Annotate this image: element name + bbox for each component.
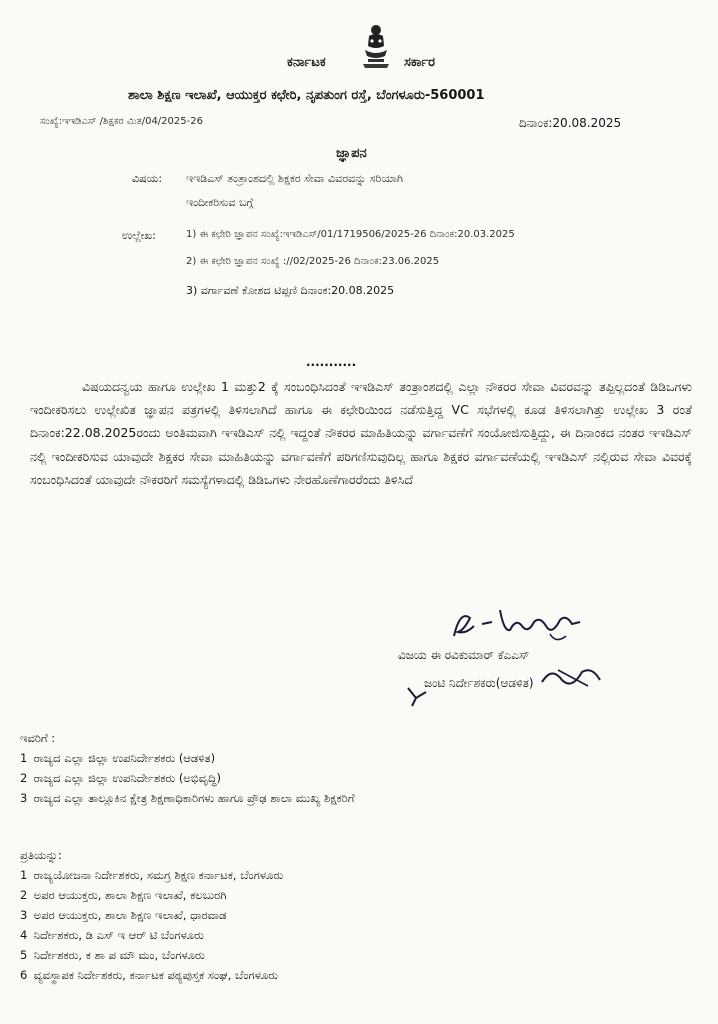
memo-date: ದಿನಾಂಕ:20.08.2025	[519, 116, 622, 130]
list-item: 3 ರಾಜ್ಯದ ಎಲ್ಲಾ ತಾಲ್ಲೂಕಿನ ಕ್ಷೇತ್ರ ಶಿಕ್ಷಣಾಧಿಕಾರಿಗಳು ಹಾಗೂ ಪ್ರೌಢ ಶಾಲಾ ಮುಖ್ಯ ಶಿಕ್ಷಕರಿಗೆ	[20, 791, 355, 805]
signatory-designation: ಜಂಟಿ ನಿರ್ದೇಶಕರು(ಆಡಳಿತ)	[424, 676, 534, 690]
subject-label: ವಿಷಯ:	[132, 172, 163, 185]
reference-item-3: 3) ವರ್ಗಾವಣೆ ಕೋಶದ ಟಿಪ್ಪಣಿ ದಿನಾಂಕ:20.08.2025	[186, 284, 395, 297]
subject-line-1: ಇಇಡಿಎಸ್ ತಂತ್ರಾಂಶದಲ್ಲಿ ಶಿಕ್ಷಕರ ಸೇವಾ ವಿವರವನ್ನು ಸರಿಯಾಗಿ	[186, 172, 404, 185]
memo-title: ಜ್ಞಾಪನ	[336, 146, 367, 161]
separator-dots: ...........	[306, 355, 357, 369]
list-item: 5 ನಿರ್ದೇಶಕರು, ಕ ಶಾ ಪ ಮೌ ಮಂ, ಬೆಂಗಳೂರು	[20, 948, 205, 962]
state-emblem-icon	[359, 22, 393, 74]
reference-item-1: 1) ಈ ಕಛೇರಿ ಜ್ಞಾಪನ ಸಂಖ್ಯೆ:ಇಇಡಿಎಸ್/01/1719506/2025-26 ದಿನಾಂಕ:20.03.2025	[186, 229, 515, 240]
list-item: 1 ರಾಜ್ಯದ ಎಲ್ಲಾ ಜಿಲ್ಲಾ ಉಪನಿರ್ದೇಶಕರು (ಆಡಳಿತ)	[20, 751, 216, 765]
list-item: 2 ಅಪರ ಆಯುಕ್ತರು, ಶಾಲಾ ಶಿಕ್ಷಣ ಇಲಾಖೆ, ಕಲಬುರಗಿ	[20, 888, 227, 902]
copy-list	[20, 845, 700, 985]
list-item: 4 ನಿರ್ದೇಶಕರು, ಡಿ ಎಸ್ ಇ ಆರ್ ಟಿ ಬೆಂಗಳೂರು	[20, 928, 204, 942]
reference-number: ಸಂಖ್ಯೆ:ಇಇಡಿಎಸ್ /ಶಿಕ್ಷಕರ ಮಿತ/04/2025-26	[40, 116, 203, 127]
header-right-title: ಸರ್ಕಾರ	[404, 55, 435, 70]
recipients-label: ಇವರಿಗೆ :	[20, 731, 56, 745]
list-item: 2 ರಾಜ್ಯದ ಎಲ್ಲಾ ಜಿಲ್ಲಾ ಉಪನಿರ್ದೇಶಕರು (ಅಭಿವೃದ್ಧಿ)	[20, 771, 221, 785]
signature-icon	[430, 596, 610, 648]
initial-mark-icon	[402, 684, 432, 708]
copy-label: ಪ್ರತಿಯನ್ನು:	[20, 848, 62, 862]
recipients-list	[20, 728, 700, 808]
list-item: 6 ವ್ಯವಸ್ಥಾಪಕ ನಿರ್ದೇಶಕರು, ಕರ್ನಾಟಕ ಪಠ್ಯಪುಸ್ತಕ ಸಂಘ, ಬೆಂಗಳೂರು	[20, 968, 278, 982]
header-left-title: ಕರ್ನಾಟಕ	[287, 55, 326, 70]
subject-line-2: ಇಂದೀಕರಿಸುವ ಬಗ್ಗೆ	[186, 196, 254, 209]
department-address: ಶಾಲಾ ಶಿಕ್ಷಣ ಇಲಾಖೆ, ಆಯುಕ್ತರ ಕಛೇರಿ, ನೃಪತುಂಗ ರಸ್ತೆ, ಬೆಂಗಳೂರು-560001	[128, 88, 485, 103]
body-paragraph: ವಿಷಯದನ್ವಯ ಹಾಗೂ ಉಲ್ಲೇಖ 1 ಮತ್ತು2 ಕ್ಕೆ ಸಂಬಂಧಿಸಿದಂತೆ ಇಇಡಿಎಸ್ ತಂತ್ರಾಂಶದಲ್ಲಿ ಎಲ್ಲಾ ನೌಕರರ ಸೇವಾ ವಿವರವನ್ನು ತಪ್ಪಿಲ್ಲದಂತೆ ಡಿಡಿಒಗಳು ಇಂದೀಕರಿಸಲು ಉಲ್ಲೇಖಿತ ಜ್ಞಾಪನ ಪತ್ರಗಳಲ್ಲಿ ತಿಳಿಸಲಾಗಿದೆ ಹಾಗೂ ಈ ಕಛೇರಿಯಿಂದ ನಡೆಸುತ್ತಿದ್ದ VC ಸಭೆಗಳಲ್ಲಿ ಕೂಡ ತಿಳಿಸಲಾಗಿತ್ತು ಉಲ್ಲೇಖ 3 ರಂತೆ ದಿನಾಂಕ:22.08.2025ರಂದು ಅಂತಿಮವಾಗಿ ಇಇಡಿಎಸ್ ನಲ್ಲಿ ಇದ್ದಂತೆ ನೌಕರರ ಮಾಹಿತಿಯನ್ನು ವರ್ಗಾವಣೆಗೆ ಸಂಯೋಜಿಸುತ್ತಿದ್ದು, ಈ ದಿನಾಂಕದ ನಂತರ ಇಇಡಿಎಸ್ ನಲ್ಲಿ ಇಂದೀಕರಿಸುವ ಯಾವುದೇ ಶಿಕ್ಷಕರ ಸೇವಾ ಮಾಹಿತಿಯನ್ನು ವರ್ಗಾವಣೆಗೆ ಪರಿಗಣಿಸುವುದಿಲ್ಲ ಹಾಗೂ ಶಿಕ್ಷಕರ ವರ್ಗಾವಣೆಯಲ್ಲಿ ಇಇಡಿಎಸ್ ನಲ್ಲಿರುವ ಸೇವಾ ವಿವರಕ್ಕೆ ಸಂಬಂಧಿಸಿದಂತೆ ಯಾವುದೇ ನೌಕರರಿಗೆ ಸಮಸ್ಯೆಗಳಾದಲ್ಲಿ ಡಿಡಿಒಗಳು ನೇರಹೊಣೆಗಾರರೆಂದು ತಿಳಿಸಿದೆ	[30, 379, 692, 487]
signatory-name: ವಿಜಯ ಈ ರವಿಕುಮಾರ್ ಕೆಎಎಸ್	[398, 648, 530, 662]
references-label: ಉಲ್ಲೇಖ:	[122, 229, 156, 242]
signature-mark-icon	[538, 662, 608, 692]
list-item: 1 ರಾಜ್ಯಯೋಜನಾ ನಿರ್ದೇಶಕರು, ಸಮಗ್ರ ಶಿಕ್ಷಣ ಕರ್ನಾಟಕ, ಬೆಂಗಳೂರು	[20, 868, 284, 882]
memo-body	[30, 375, 692, 491]
list-item: 3 ಅಪರ ಆಯುಕ್ತರು, ಶಾಲಾ ಶಿಕ್ಷಣ ಇಲಾಖೆ, ಧಾರವಾಡ	[20, 908, 227, 922]
reference-item-2: 2) ಈ ಕಛೇರಿ ಜ್ಞಾಪನ ಸಂಖ್ಯೆ ://02/2025-26 ದಿನಾಂಕ:23.06.2025	[186, 256, 440, 267]
